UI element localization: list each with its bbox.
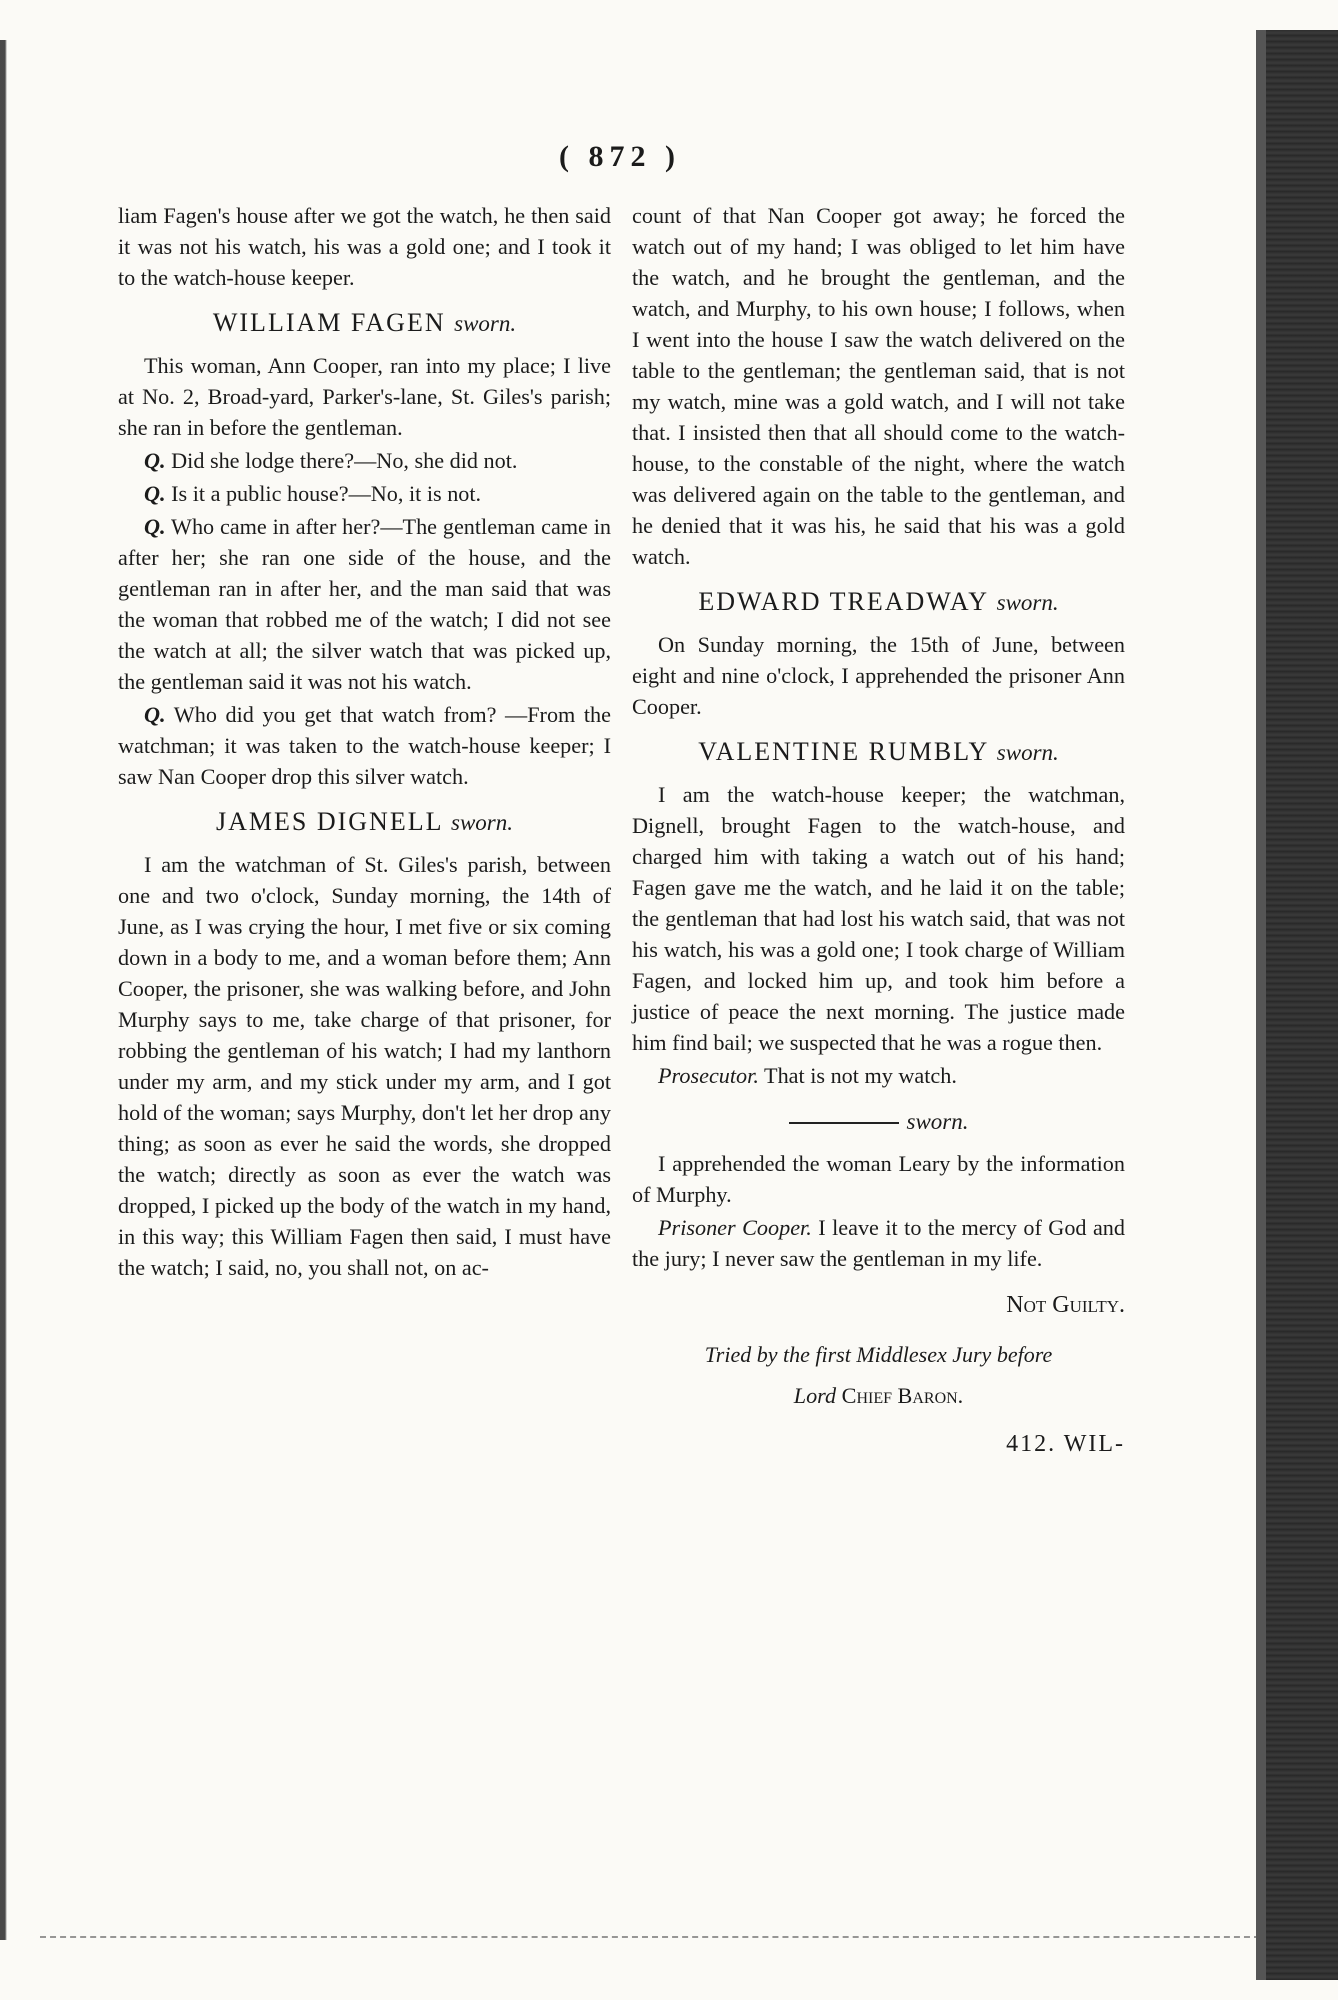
sworn-label: sworn. [996,740,1059,765]
judge-line [632,1380,1125,1411]
sworn-label: sworn. [451,810,514,835]
question-mark-label: Q. [144,481,166,506]
question-text: Who did you get that watch from? —From the watchman; it was taken to the watch-house keeper; I saw Nan Cooper drop this silver watch. [118,702,611,789]
sworn-label: sworn. [454,311,517,336]
question-mark-label: Q. [144,514,166,539]
witness-heading [632,1105,1125,1138]
paragraph: liam Fagen's house after we got the watch, he then said it was not his watch, his was a gold one; and I took it to the watch-house keeper. [118,203,611,290]
testimony-paragraph: I am the watch-house keeper; the watchman, Dignell, brought Fagen to the watch-house, and charged him with taking a watch out of his hand; Fagen gave me the watch, and he laid it on the table; the gentleman that had lost his watch said, that was not his watch, his was a gold one; I took charge of William Fagen, and locked him up, and took him before a justice of peace the next morning. The justice made him find bail; we suspected that he was a rogue then. [632,782,1125,1055]
testimony-paragraph: I apprehended the woman Leary by the information of Murphy. [632,1151,1125,1207]
judge-prefix: Lord [793,1383,837,1408]
right-column [632,200,1125,1460]
bottom-rule [40,1936,1260,1938]
scan-shadow-edge [1256,30,1338,1980]
witness-name: JAMES DIGNELL [215,807,443,836]
speaker-label: Prisoner Cooper. [658,1215,812,1240]
witness-heading [118,806,611,839]
question-text: Did she lodge there?—No, she did not. [171,448,518,473]
testimony-paragraph: This woman, Ann Cooper, ran into my place; I live at No. 2, Broad-yard, Parker's-lane, St. Giles's parish; she ran in before the gentleman. [118,353,611,440]
sworn-label: sworn. [996,590,1059,615]
verdict: Not Guilty. [1006,1292,1125,1318]
prisoner-statement [632,1212,1125,1274]
question-text: Who came in after her?—The gentleman came in after her; she ran one side of the house, and the gentleman ran in after her, and the man said that was the woman that robbed me of the watch; I did not see the watch at all; the silver watch that was picked up, the gentleman said it was not his watch. [118,514,611,694]
prosecutor-statement [632,1060,1125,1091]
witness-name: EDWARD TREADWAY [698,587,989,616]
witness-name: WILLIAM FAGEN [212,308,446,337]
witness-heading [118,307,611,340]
testimony-paragraph: On Sunday morning, the 15th of June, between eight and nine o'clock, I apprehended the prisoner Ann Cooper. [632,632,1125,719]
page-binding-edge [0,40,16,1940]
page-number: ( 872 ) [559,140,681,173]
question-paragraph [118,445,611,476]
blank-name-rule [789,1122,899,1124]
question-paragraph [118,699,611,792]
speaker-label: Prosecutor. [658,1063,759,1088]
tried-by-line: Tried by the first Middlesex Jury before [704,1342,1053,1367]
question-paragraph [118,478,611,509]
sworn-label: sworn. [906,1109,969,1134]
question-mark-label: Q. [144,702,166,727]
witness-heading [632,736,1125,769]
question-mark-label: Q. [144,448,166,473]
question-text: Is it a public house?—No, it is not. [171,481,482,506]
witness-heading [632,586,1125,619]
statement-text: That is not my watch. [764,1063,957,1088]
testimony-paragraph: I am the watchman of St. Giles's parish, between one and two o'clock, Sunday morning, the 14th of June, as I was crying the hour, I met five or six coming down in a body to me, and a woman before them; Ann Cooper, the prisoner, she was walking before, and John Murphy says to me, take charge of that prisoner, for robbing the gentleman of his watch; I had my lanthorn under my arm, and my stick under my arm, and I got hold of the woman; says Murphy, don't let her drop any thing; as soon as ever he said the words, she dropped the watch; directly as soon as ever the watch was dropped, I picked up the body of the watch in my hand, in this way; this William Fagen then said, I must have the watch; I said, no, you shall not, on ac- [118,852,611,1280]
judge-title: Chief Baron. [841,1383,964,1408]
witness-name: VALENTINE RUMBLY [698,737,989,766]
question-paragraph [118,511,611,697]
statement-text: I leave it to the mercy of God and the jury; I never saw the gentleman in my life. [632,1215,1125,1271]
catchword: 412. WIL- [1006,1431,1125,1457]
left-column [118,200,611,1285]
paragraph: count of that Nan Cooper got away; he forced the watch out of my hand; I was obliged to let him have the watch, and he brought the gentleman, and the watch, and Murphy, to his own house; I follows, when I went into the house I saw the watch delivered on the table to the gentleman; the gentleman said, that is not my watch, mine was a gold watch, and I will not take that. I insisted then that all should come to the watch-house, to the constable of the night, where the watch was delivered again on the table to the gentleman, and he denied that it was his, he said that his was a gold watch. [632,203,1125,569]
